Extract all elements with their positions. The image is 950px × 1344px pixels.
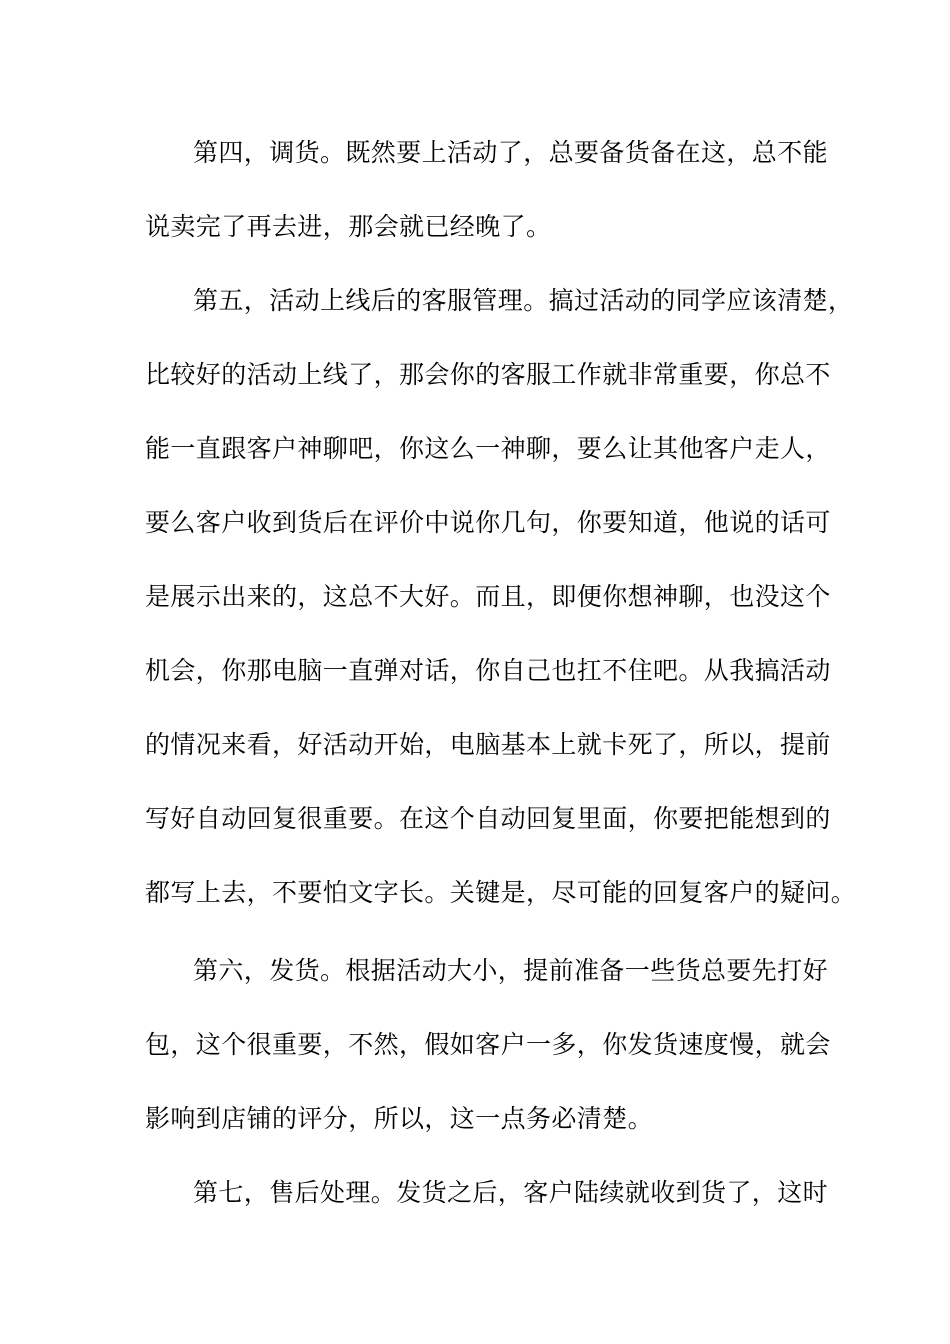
paragraph-line: 的情况来看，好活动开始，电脑基本上就卡死了，所以，提前 bbox=[145, 730, 831, 759]
paragraph-line: 包，这个很重要，不然，假如客户一多，你发货速度慢，就会 bbox=[145, 1030, 831, 1059]
paragraph-line: 第五，活动上线后的客服管理。搞过活动的同学应该清楚， bbox=[193, 286, 854, 315]
paragraph-line: 说卖完了再去进，那会就已经晚了。 bbox=[145, 212, 552, 241]
paragraph-line: 比较好的活动上线了，那会你的客服工作就非常重要，你总不 bbox=[145, 360, 831, 389]
paragraph-line: 第六，发货。根据活动大小，提前准备一些货总要先打好 bbox=[193, 956, 829, 985]
paragraph-line: 是展示出来的，这总不大好。而且，即便你想神聊，也没这个 bbox=[145, 582, 831, 611]
paragraph-line: 要么客户收到货后在评价中说你几句，你要知道，他说的话可 bbox=[145, 508, 831, 537]
paragraph-line: 第七，售后处理。发货之后，客户陆续就收到货了，这时 bbox=[193, 1178, 829, 1207]
paragraph-line: 机会，你那电脑一直弹对话，你自己也扛不住吧。从我搞活动 bbox=[145, 656, 831, 685]
paragraph-line: 都写上去，不要怕文字长。关键是，尽可能的回复客户的疑问。 bbox=[145, 878, 857, 907]
paragraph-line: 影响到店铺的评分，所以，这一点务必清楚。 bbox=[145, 1104, 654, 1133]
paragraph-line: 写好自动回复很重要。在这个自动回复里面，你要把能想到的 bbox=[145, 804, 831, 833]
paragraph-line: 能一直跟客户神聊吧，你这么一神聊，要么让其他客户走人， bbox=[145, 434, 831, 463]
paragraph-line: 第四，调货。既然要上活动了，总要备货备在这，总不能 bbox=[193, 138, 829, 167]
